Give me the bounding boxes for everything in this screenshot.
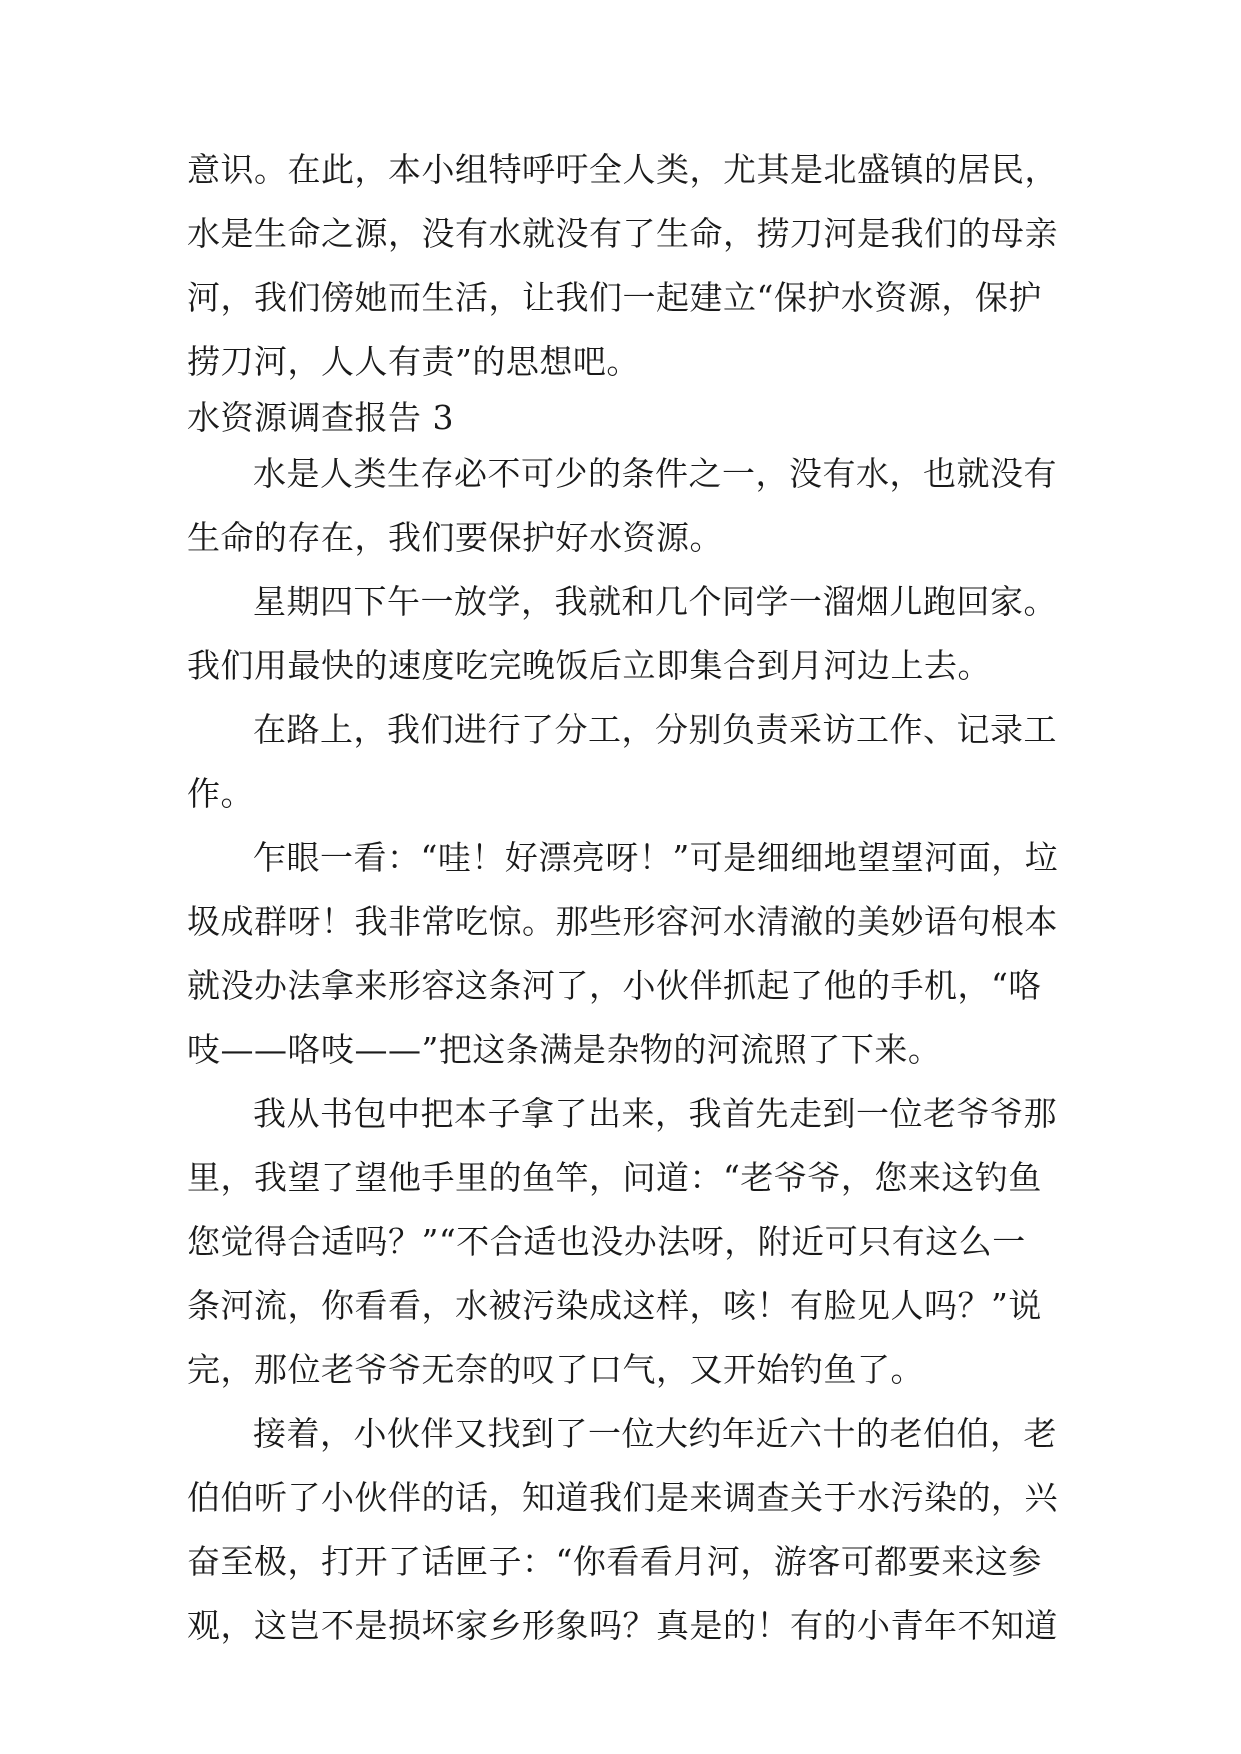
text-line: 接着，小伙伴又找到了一位大约年近六十的老伯伯，老	[253, 1414, 1057, 1453]
text-line: 河，我们傍她而生活，让我们一起建立“保护水资源，保护	[187, 278, 1042, 317]
text-line: 水是生命之源，没有水就没有了生命，捞刀河是我们的母亲	[187, 214, 1058, 253]
text-line: 我从书包中把本子拿了出来，我首先走到一位老爷爷那	[253, 1094, 1057, 1133]
text-line: 奋至极，打开了话匣子：“你看看月河，游客可都要来这参	[187, 1542, 1042, 1581]
text-line: 捞刀河，人人有责”的思想吧。	[187, 342, 640, 381]
text-line: 里，我望了望他手里的鱼竿，问道：“老爷爷，您来这钓鱼	[187, 1158, 1042, 1197]
text-line: 您觉得合适吗？”“不合适也没办法呀，附近可只有这么一	[187, 1222, 1026, 1261]
text-line: 观，这岂不是损坏家乡形象吗？真是的！有的小青年不知道	[187, 1606, 1058, 1645]
text-line: 意识。在此，本小组特呼吁全人类，尤其是北盛镇的居民，	[187, 150, 1058, 189]
text-line: 星期四下午一放学，我就和几个同学一溜烟儿跑回家。	[253, 582, 1057, 621]
text-line: 作。	[187, 774, 254, 813]
text-line: 在路上，我们进行了分工，分别负责采访工作、记录工	[253, 710, 1057, 749]
text-line: 水是人类生存必不可少的条件之一，没有水，也就没有	[253, 454, 1057, 493]
text-line: 乍眼一看：“哇！好漂亮呀！”可是细细地望望河面，垃	[253, 838, 1059, 877]
text-line: 条河流，你看看，水被污染成这样，咳！有脸见人吗？”说	[187, 1286, 1042, 1325]
text-line: 就没办法拿来形容这条河了，小伙伴抓起了他的手机，“咯	[187, 966, 1042, 1005]
text-line: 吱——咯吱——”把这条满是杂物的河流照了下来。	[187, 1030, 942, 1069]
section-heading: 水资源调查报告 3	[187, 398, 454, 437]
text-line: 完，那位老爷爷无奈的叹了口气，又开始钓鱼了。	[187, 1350, 924, 1389]
text-line: 我们用最快的速度吃完晚饭后立即集合到月河边上去。	[187, 646, 991, 685]
text-line: 生命的存在，我们要保护好水资源。	[187, 518, 723, 557]
text-line: 圾成群呀！我非常吃惊。那些形容河水清澈的美妙语句根本	[187, 902, 1058, 941]
text-line: 伯伯听了小伙伴的话，知道我们是来调查关于水污染的，兴	[187, 1478, 1058, 1517]
